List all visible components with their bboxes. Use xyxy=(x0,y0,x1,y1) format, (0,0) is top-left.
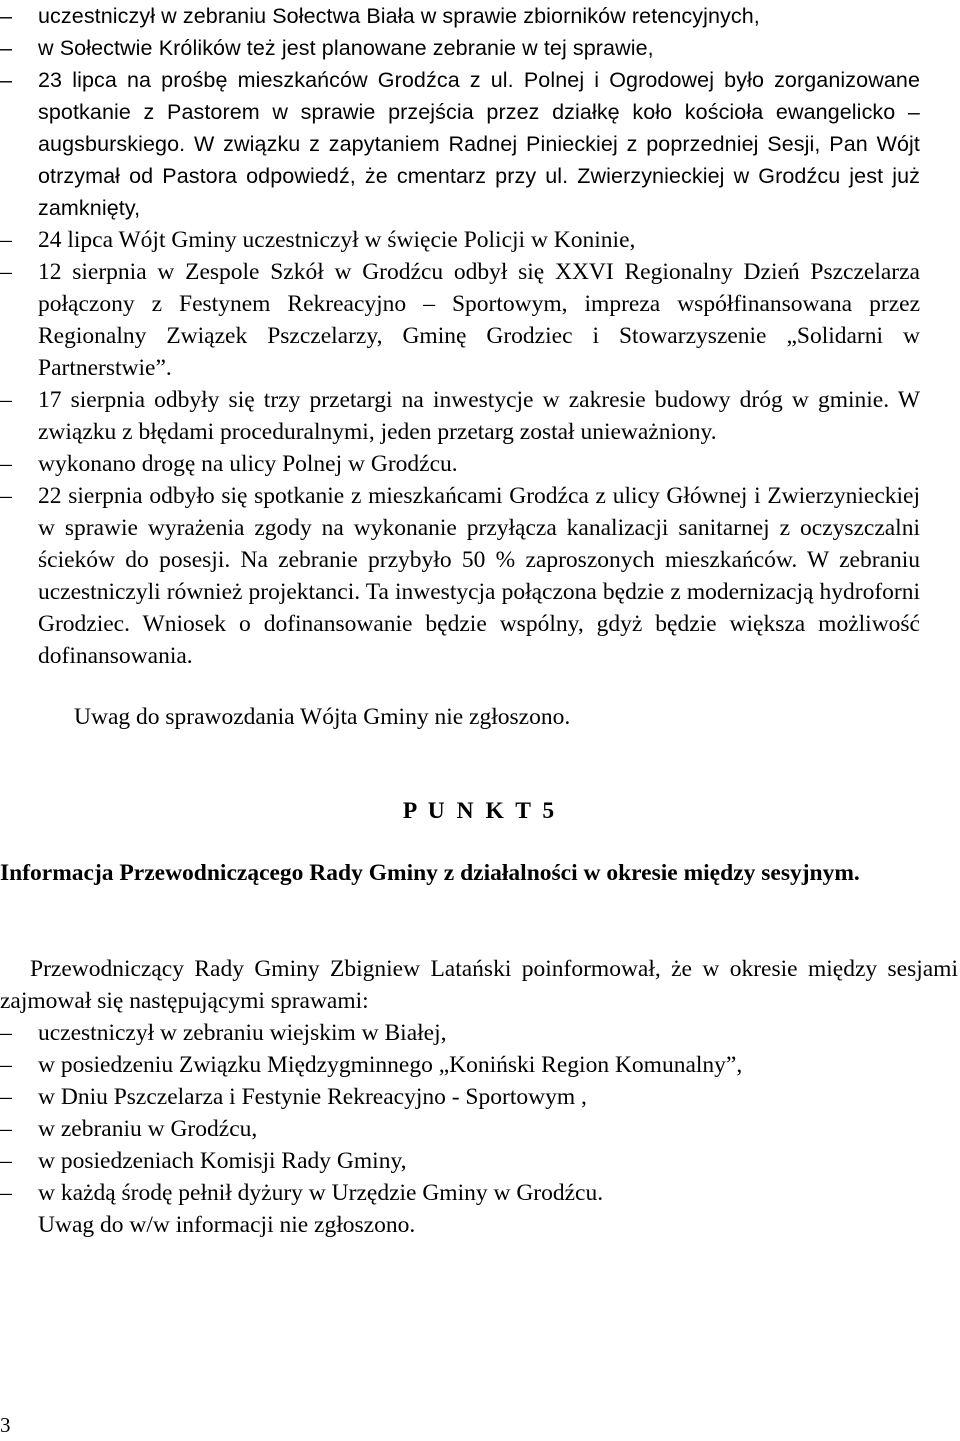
activities-list xyxy=(0,1017,920,1209)
intro-paragraph: Przewodniczący Rady Gminy Zbigniew Latański poinformował, że w okresie między sesjami zajmował się następującymi sprawami: xyxy=(0,956,958,1014)
section-subheading: Informacja Przewodniczącego Rady Gminy z działalności w okresie między sesyjnym. xyxy=(0,860,860,886)
list-item: – 24 lipca Wójt Gminy uczestniczył w święcie Policji w Koninie, xyxy=(0,224,920,256)
list-item: – w każdą środę pełnił dyżury w Urzędzie Gminy w Grodźcu. xyxy=(0,1177,920,1209)
list-item: – uczestniczył w zebraniu wiejskim w Białej, xyxy=(0,1017,920,1049)
list-item: – 23 lipca na prośbę mieszkańców Grodźca z ul. Polnej i Ogrodowej było zorganizowane spotkanie z Pastorem w sprawie przejścia przez działkę koło kościoła ewangelicko – augsburskiego. W związku z zapytaniem Radnej Pinieckiej z poprzedniej Sesji, Pan Wójt otrzymał od Pastora odpowiedź, że cmentarz przy ul. Zwierzynieckiej w Grodźcu jest już zamknięty, xyxy=(0,64,920,224)
list-item: – w posiedzeniach Komisji Rady Gminy, xyxy=(0,1145,920,1177)
list-item: – w Dniu Pszczelarza i Festynie Rekreacyjno - Sportowym , xyxy=(0,1081,920,1113)
remarks-note: Uwag do sprawozdania Wójta Gminy nie zgłoszono. xyxy=(74,704,571,730)
remarks-note: Uwag do w/w informacji nie zgłoszono. xyxy=(38,1212,416,1238)
list-item: – 12 sierpnia w Zespole Szkół w Grodźcu odbył się XXVI Regionalny Dzień Pszczelarza połączony z Festynem Rekreacyjno – Sportowym, impreza współfinansowana przez Regionalny Związek Pszczelarzy, Gminę Grodziec i Stowarzyszenie „Solidarni w Partnerstwie”. xyxy=(0,256,920,384)
list-item: – w posiedzeniu Związku Międzygminnego „Koniński Region Komunalny”, xyxy=(0,1049,920,1081)
list-item: – wykonano drogę na ulicy Polnej w Grodźcu. xyxy=(0,448,920,480)
list-item: – w zebraniu w Grodźcu, xyxy=(0,1113,920,1145)
list-item: – 22 sierpnia odbyło się spotkanie z mieszkańcami Grodźca z ulicy Głównej i Zwierzynieckiej w sprawie wyrażenia zgody na wykonanie przyłącza kanalizacji sanitarnej z oczyszczalni ścieków do posesji. Na zebranie przybyło 50 % zaproszonych mieszkańców. W zebraniu uczestniczyli również projektanci. Ta inwestycja połączona będzie z modernizacją hydroforni Grodziec. Wniosek o dofinansowanie będzie wspólny, gdyż będzie większa możliwość dofinansowania. xyxy=(0,480,920,672)
page-number: 3 xyxy=(0,1413,11,1437)
list-item: – 17 sierpnia odbyły się trzy przetargi na inwestycje w zakresie budowy dróg w gminie. W związku z błędami proceduralnymi, jeden przetarg został unieważniony. xyxy=(0,384,920,448)
list-item: – uczestniczył w zebraniu Sołectwa Biała w sprawie zbiorników retencyjnych, xyxy=(0,0,920,32)
list-item: – w Sołectwie Królików też jest planowane zebranie w tej sprawie, xyxy=(0,32,920,64)
section-heading: P U N K T 5 xyxy=(402,798,558,824)
report-list xyxy=(0,0,920,672)
